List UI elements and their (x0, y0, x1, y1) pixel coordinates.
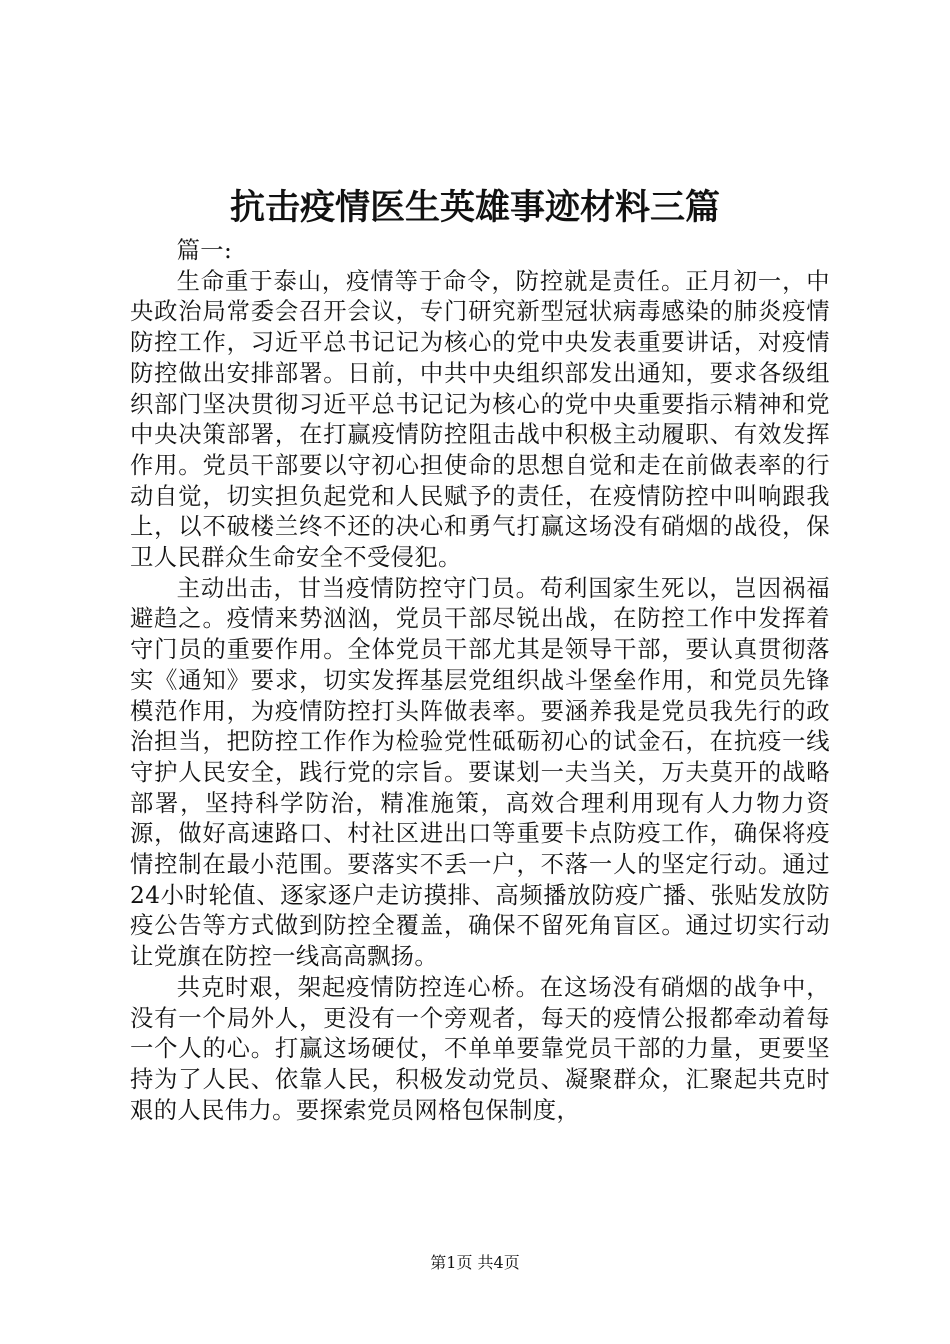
page-number-footer: 第1页 共4页 (430, 1253, 520, 1272)
document-title: 抗击疫情医生英雄事迹材料三篇 (229, 187, 720, 228)
body-paragraph: 生命重于泰山，疫情等于命令，防控就是责任。正月初一，中央政治局常委会召开会议，专门研究新型冠状病毒感染的肺炎疫情防控工作，习近平总书记记为核心的党中央发表重要讲话，对疫情防控做出安排部署。日前，中共中央组织部发出通知，要求各级组织部门坚决贯彻习近平总书记记为核心的党中央重要指示精神和党中央决策部署，在打赢疫情防控阻击战中积极主动履职、有效发挥作用。党员干部要以守初心担使命的思想自觉和走在前做表率的行动自觉，切实担负起党和人民赋予的责任，在疫情防控中叫响跟我上，以不破楼兰终不还的决心和勇气打赢这场没有硝烟的战役，保卫人民群众生命安全不受侵犯。 (130, 267, 830, 572)
body-paragraph: 共克时艰，架起疫情防控连心桥。在这场没有硝烟的战争中，没有一个局外人，更没有一个旁观者，每天的疫情公报都牵动着每一个人的心。打赢这场硬仗，不单单要靠党员干部的力量，更要坚持为了人民、依靠人民，积极发动党员、凝聚群众，汇聚起共克时艰的人民伟力。要探索党员网格包保制度， (130, 973, 830, 1124)
document-body (130, 236, 830, 1126)
section-heading: 篇一: (176, 237, 233, 264)
body-paragraph: 主动出击，甘当疫情防控守门员。苟利国家生死以，岂因祸福避趋之。疫情来势汹汹，党员干部尽锐出战，在防控工作中发挥着守门员的重要作用。全体党员干部尤其是领导干部，要认真贯彻落实《通知》要求，切实发挥基层党组织战斗堡垒作用，和党员先锋模范作用，为疫情防控打头阵做表率。要涵养我是党员我先行的政治担当，把防控工作作为检验党性砥砺初心的试金石，在抗疫一线守护人民安全，践行党的宗旨。要谋划一夫当关，万夫莫开的战略部署，坚持科学防治，精准施策，高效合理利用现有人力物力资源，做好高速路口、村社区进出口等重要卡点防疫工作，确保将疫情控制在最小范围。要落实不丢一户，不落一人的坚定行动。通过24小时轮值、逐家逐户走访摸排、高频播放防疫广播、张贴发放防疫公告等方式做到防控全覆盖，确保不留死角盲区。通过切实行动让党旗在防控一线高高飘扬。 (130, 574, 830, 971)
